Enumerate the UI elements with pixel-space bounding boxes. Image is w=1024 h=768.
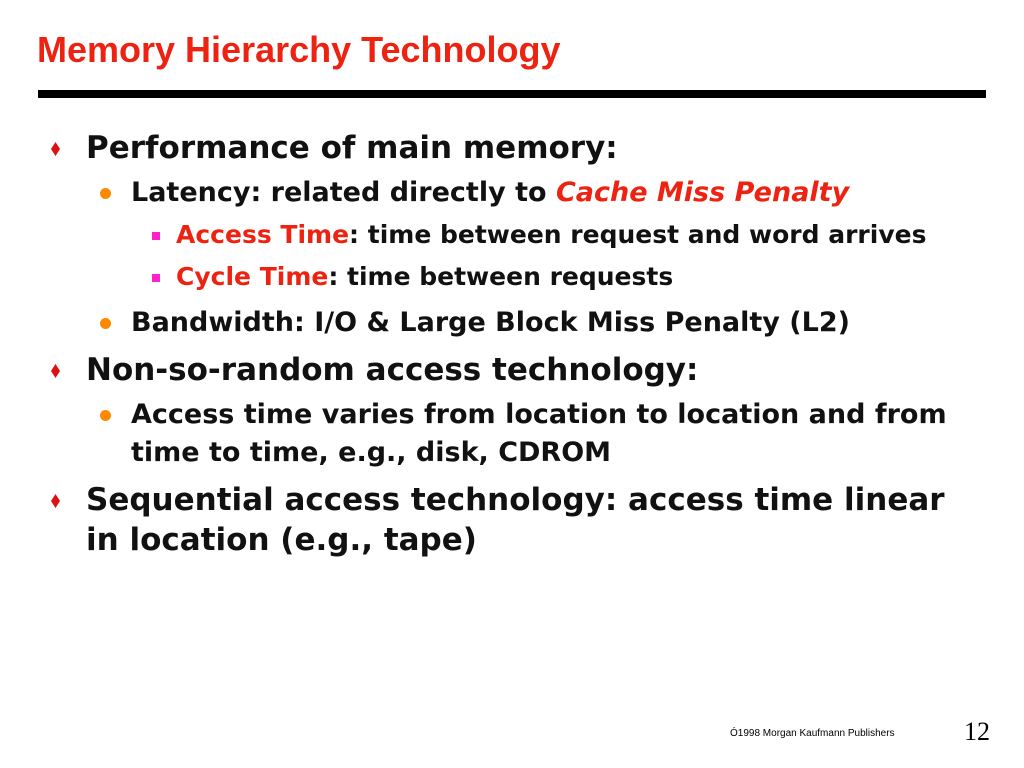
bullet-bandwidth — [0, 304, 1024, 342]
bullet-text: Access time varies from location to location and from time to time, e.g., disk, CDROM — [131, 399, 947, 468]
bullet-text: : time between requests — [328, 262, 674, 291]
bullet-text: Sequential access technology: access time linear in location (e.g., tape) — [86, 482, 945, 558]
copyright-footer: Ó1998 Morgan Kaufmann Publishers — [730, 728, 895, 739]
cycle-time-term: Cycle Time — [176, 262, 329, 291]
bullet-list — [0, 128, 1024, 560]
square-bullet-icon — [152, 274, 160, 282]
bullet-performance — [0, 128, 1024, 168]
title-divider — [38, 90, 986, 98]
dot-bullet-icon — [100, 410, 111, 421]
access-time-term: Access Time — [176, 220, 350, 249]
slide-title: Memory Hierarchy Technology — [37, 29, 561, 70]
bullet-text: Performance of main memory: — [86, 130, 618, 166]
dot-bullet-icon — [100, 318, 111, 329]
bullet-sequential — [0, 480, 966, 560]
diamond-bullet-icon — [51, 142, 60, 156]
bullet-non-random — [0, 350, 1024, 390]
page-number: 12 — [964, 717, 990, 746]
square-bullet-icon — [152, 232, 160, 240]
diamond-bullet-icon — [51, 494, 60, 508]
bullet-text: Latency: related directly to — [131, 177, 556, 208]
bullet-cycle-time — [0, 258, 1024, 296]
cache-miss-penalty-highlight: Cache Miss Penalty — [555, 177, 850, 208]
diamond-bullet-icon — [51, 364, 60, 378]
bullet-text: Non-so-random access technology: — [86, 352, 699, 388]
bullet-text: : time between request and word arrives — [349, 220, 927, 249]
bullet-access-time — [0, 216, 1024, 254]
bullet-latency — [0, 174, 1024, 212]
bullet-text: Bandwidth: I/O & Large Block Miss Penalty (L2) — [131, 307, 850, 338]
dot-bullet-icon — [100, 188, 111, 199]
bullet-access-varies — [0, 396, 971, 472]
